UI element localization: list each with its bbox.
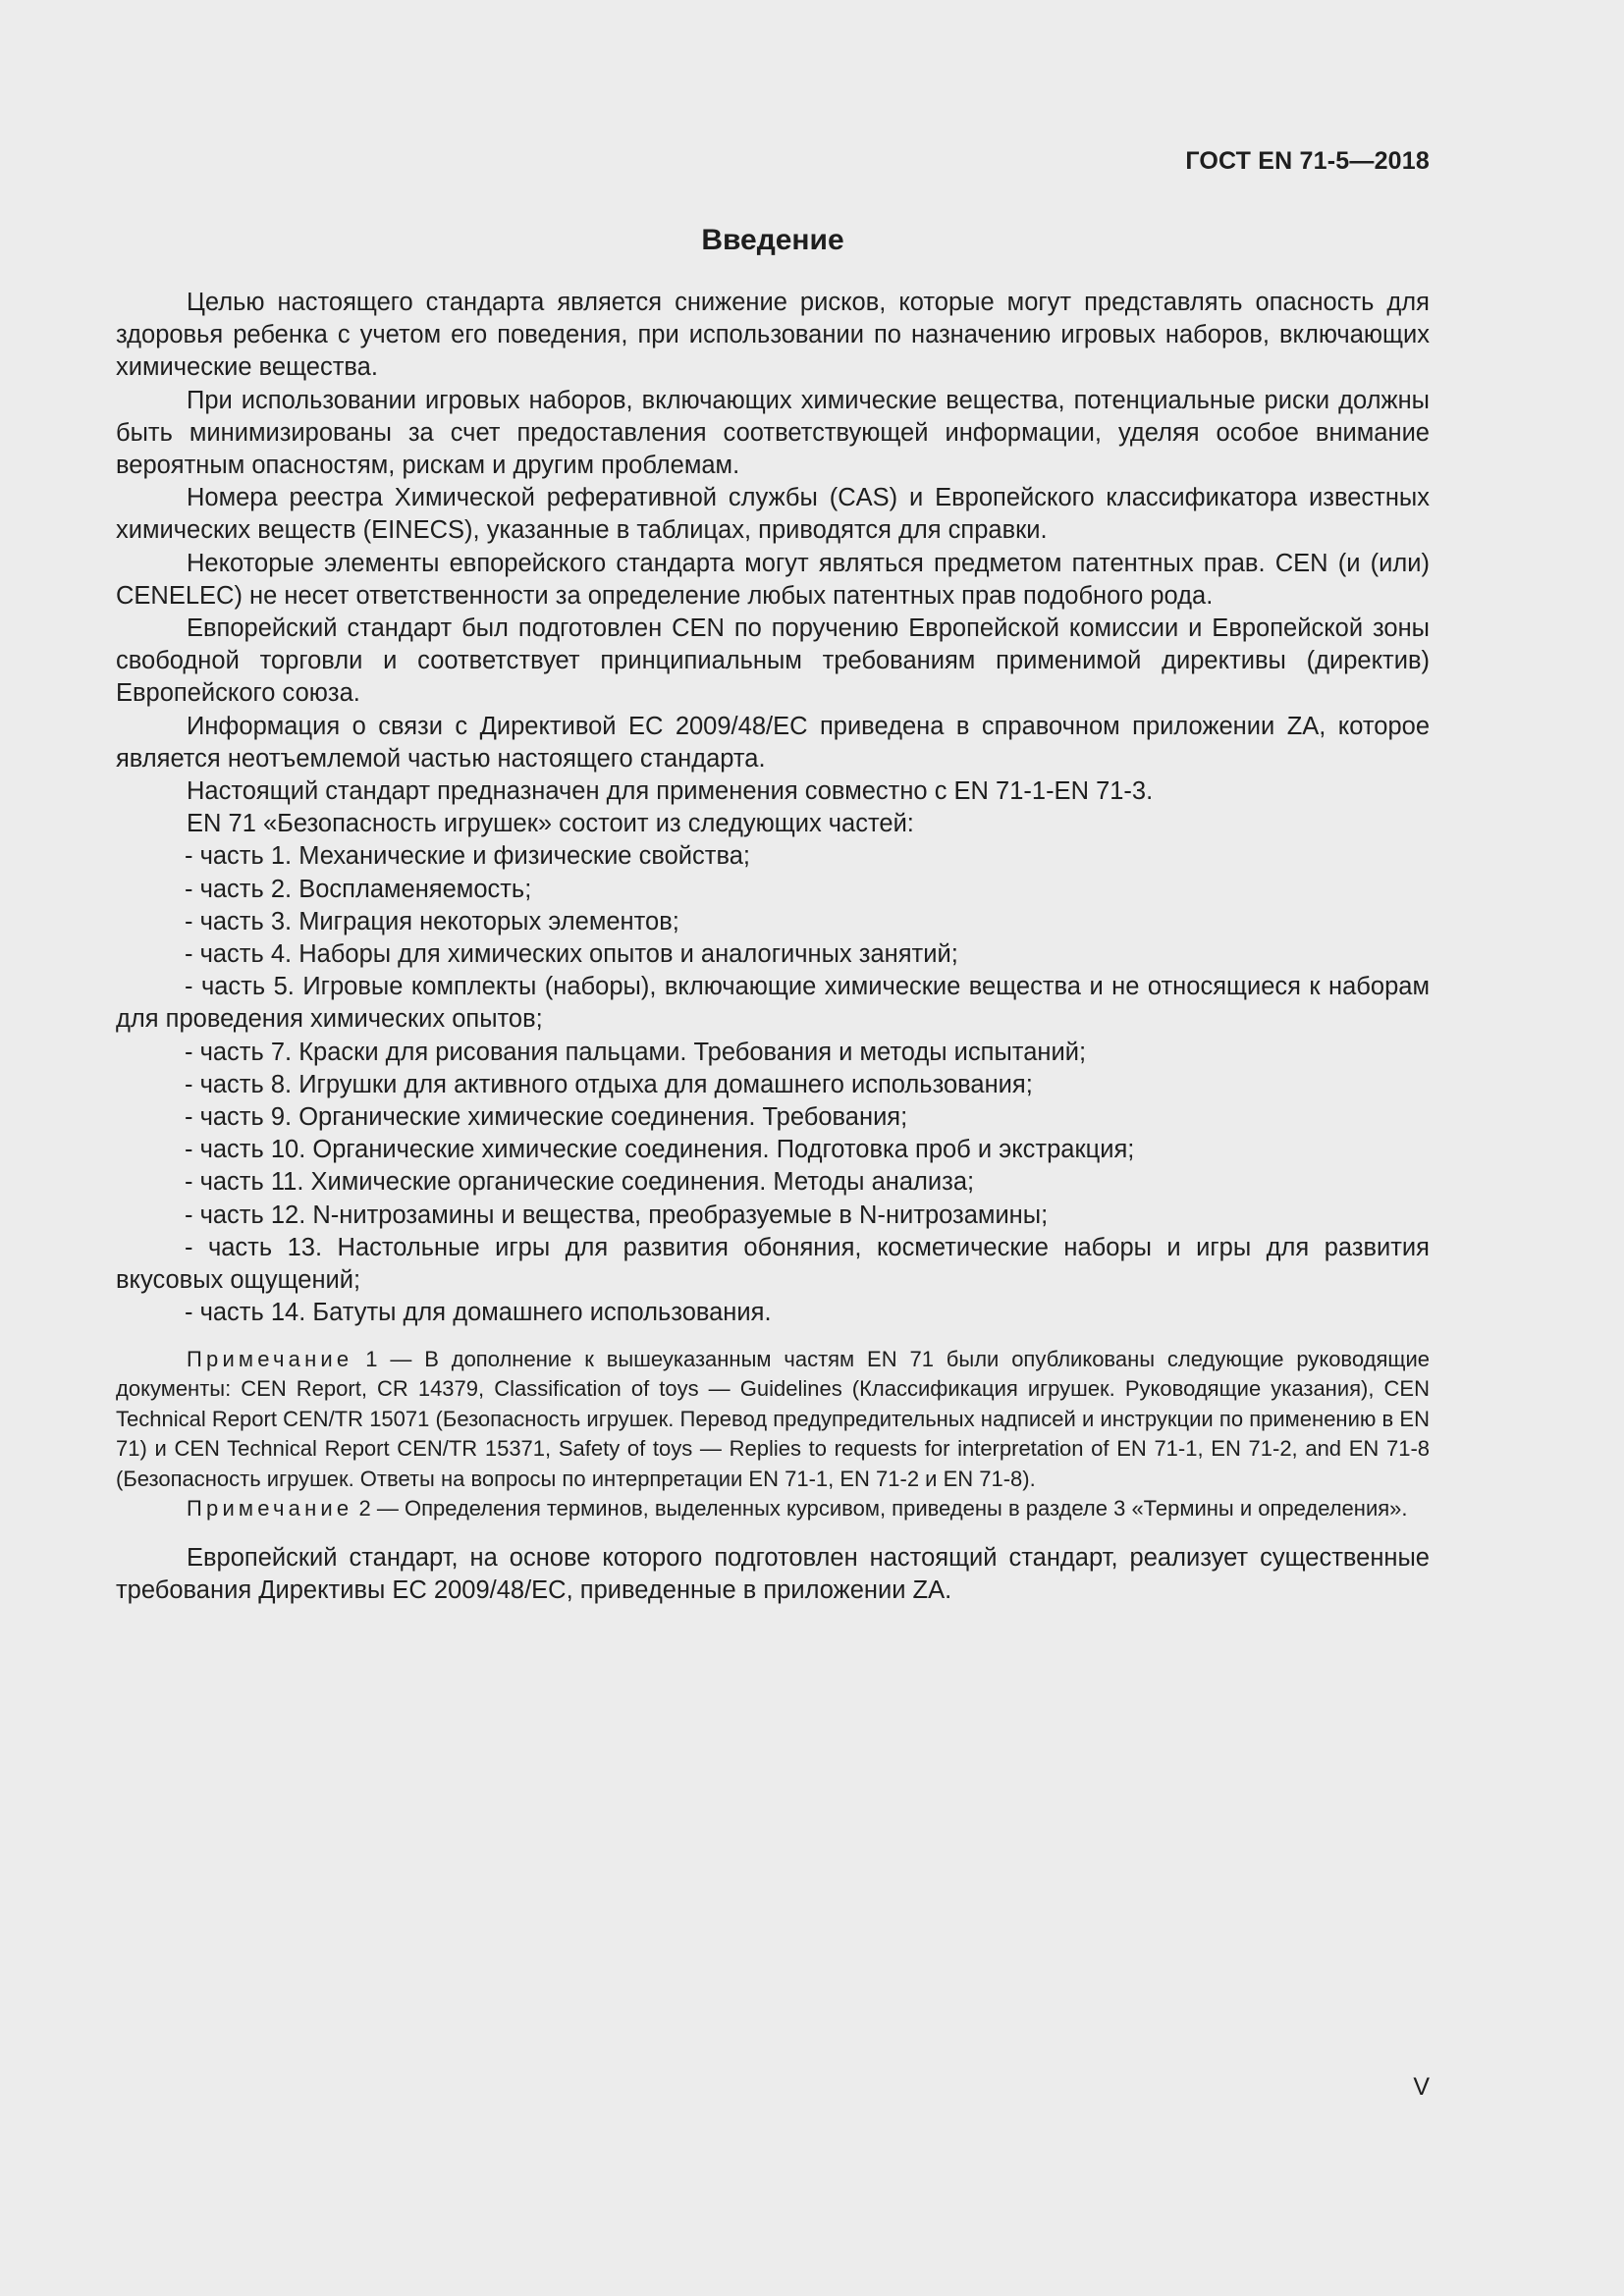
list-item: - часть 8. Игрушки для активного отдыха для домашнего использования; [185,1070,1033,1098]
section-body [116,287,1430,1607]
note-number: 2 [358,1496,371,1521]
note-number: 1 [365,1346,378,1371]
list-item: - часть 7. Краски для рисования пальцами. Требования и методы испытаний; [185,1038,1087,1066]
document-id-header: ГОСТ EN 71-5—2018 [1185,147,1430,175]
list-item: - часть 13. Настольные игры для развития обоняния, косметические наборы и игры для развития вкусовых ощущений; [116,1233,1430,1295]
list-item: - часть 1. Механические и физические свойства; [185,842,750,871]
list-item: - часть 14. Батуты для домашнего использования. [185,1299,772,1327]
paragraph: Номера реестра Химической реферативной службы (CAS) и Европейского классификатора известных химических веществ (EINECS), указанные в таблицах, приводятся для справки. [116,484,1430,545]
final-paragraph: Европейский стандарт, на основе которого подготовлен настоящий стандарт, реализует существенные требования Директивы ЕС 2009/48/ЕС, приведенные в приложении ZA. [116,1543,1430,1604]
list-item: - часть 2. Воспламеняемость; [185,875,532,903]
note-label: Примечание [187,1496,353,1521]
section-title: Введение [701,224,844,256]
paragraph: EN 71 «Безопасность игрушек» состоит из следующих частей: [187,810,914,838]
paragraph: Настоящий стандарт предназначен для применения совместно с EN 71-1-EN 71-3. [187,777,1154,806]
paragraph: Целью настоящего стандарта является снижение рисков, которые могут представлять опасность для здоровья ребенка с учетом его поведения, при использовании по назначению игровых наборов, включающих химические вещества. [116,289,1430,382]
note-label: Примечание [187,1346,353,1371]
list-item: - часть 12. N-нитрозамины и вещества, преобразуемые в N-нитрозамины; [185,1201,1049,1229]
paragraph: Некоторые элементы евпорейского стандарта могут являться предметом патентных прав. CEN (и (или) CENELEC) не несет ответственности за определение любых патентных прав подобного рода. [116,549,1430,610]
list-item: - часть 3. Миграция некоторых элементов; [185,907,679,935]
note-2 [116,1494,1430,1524]
paragraph: Евпорейский стандарт был подготовлен CEN по поручению Европейской комиссии и Европейской зоны свободной торговли и соответствует принципиальным требованиям применимой директивы (директив) Европейского союза. [116,614,1430,708]
paragraph: Информация о связи с Директивой ЕС 2009/48/ЕС приведена в справочном приложении ZA, которое является неотъемлемой частью настоящего стандарта. [116,712,1430,773]
list-item: - часть 9. Органические химические соединения. Требования; [185,1103,908,1132]
page-number: V [1413,2073,1430,2101]
note-text: — Определения терминов, выделенных курсивом, приведены в разделе 3 «Термины и определения». [376,1496,1408,1521]
list-item: - часть 10. Органические химические соединения. Подготовка проб и экстракция; [185,1136,1135,1164]
note-1 [116,1345,1430,1495]
paragraph: При использовании игровых наборов, включающих химические вещества, потенциальные риски должны быть минимизированы за счет предоставления соответствующей информации, уделяя особое внимание вероятным опасностям, рискам и другим проблемам. [116,386,1430,480]
list-item: - часть 5. Игровые комплекты (наборы), включающие химические вещества и не относящиеся к наборам для проведения химических опытов; [116,973,1430,1034]
note-text: — В дополнение к вышеуказанным частям EN 71 были опубликованы следующие руководящие документы: CEN Report, CR 14379, Classification of toys — Guidelines (Классификация игрушек. Руководящие указания), CEN Technical Report CEN/TR 15071 (Безопасность игрушек. Перевод предупредительных надписей и инструкции по применению в EN 71) и CEN Technical Report CEN/TR 15371, Safety of toys — Replies to requests for interpretation of EN 71-1, EN 71-2, and EN 71-8 (Безопасность игрушек. Ответы на вопросы по интерпретации EN 71-1, EN 71-2 и EN 71-8). [116,1346,1431,1491]
list-item: - часть 4. Наборы для химических опытов и аналогичных занятий; [185,940,958,969]
list-item: - часть 11. Химические органические соединения. Методы анализа; [185,1168,975,1197]
